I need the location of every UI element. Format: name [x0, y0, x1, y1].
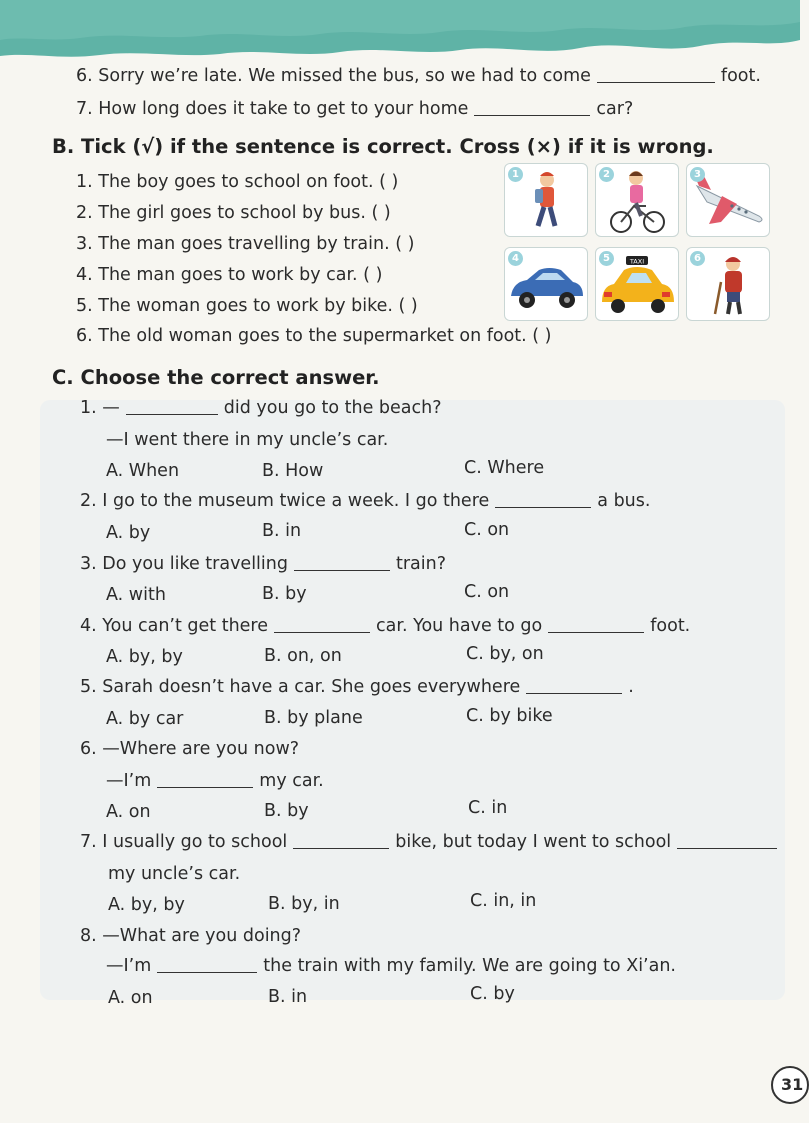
- b-item-6: 6. The old woman goes to the supermarket on foot. ( ): [76, 326, 552, 346]
- answer-blank[interactable]: [495, 491, 591, 508]
- c-question-3: 3. Do you like travelling train?: [80, 554, 447, 574]
- c-q5-option-b[interactable]: B. by plane: [264, 708, 363, 728]
- c-q8-option-c[interactable]: C. by: [470, 984, 515, 1004]
- c-q8-option-a[interactable]: A. on: [108, 988, 153, 1008]
- section-c-heading: C. Choose the correct answer.: [52, 366, 380, 389]
- answer-blank[interactable]: [157, 771, 253, 788]
- c-q4-option-a[interactable]: A. by, by: [106, 647, 183, 667]
- c-q7-option-c[interactable]: C. in, in: [470, 891, 537, 911]
- c-q2-option-b[interactable]: B. in: [262, 521, 302, 541]
- svg-text:TAXI: TAXI: [629, 257, 645, 266]
- answer-blank[interactable]: [597, 66, 715, 83]
- c-q2-option-a[interactable]: A. by: [106, 523, 151, 543]
- answer-blank[interactable]: [548, 616, 644, 633]
- c-q2-option-c[interactable]: C. on: [464, 520, 510, 540]
- c-q3-option-b[interactable]: B. by: [262, 584, 307, 604]
- c-question-7: 7. I usually go to school bike, but today I went to school: [80, 831, 783, 853]
- answer-blank[interactable]: [677, 832, 777, 849]
- answer-blank[interactable]: [293, 832, 389, 849]
- b-item-5: 5. The woman goes to work by bike. ( ): [76, 296, 418, 316]
- picture-2: 2: [595, 163, 679, 237]
- c-question-1: 1. — did you go to the beach?: [80, 398, 442, 418]
- answer-blank[interactable]: [126, 398, 218, 415]
- c-q6-option-b[interactable]: B. by: [264, 801, 309, 821]
- c-question-6: 6. —Where are you now?: [80, 739, 300, 759]
- c-question-8: 8. —What are you doing?: [80, 926, 302, 946]
- c-q1-option-b[interactable]: B. How: [262, 461, 324, 481]
- c-question-4: 4. You can’t get there car. You have to go foot.: [80, 616, 691, 636]
- answer-blank[interactable]: [294, 554, 390, 571]
- c-q7-option-b[interactable]: B. by, in: [268, 894, 340, 914]
- header-banner: [0, 0, 800, 70]
- answer-blank[interactable]: [157, 956, 257, 973]
- c-question-8-reply: —I’m the train with my family. We are going to Xi’an.: [106, 956, 676, 976]
- answer-blank[interactable]: [274, 616, 370, 633]
- c-question-6-reply: —I’m my car.: [106, 771, 324, 791]
- answer-blank[interactable]: [526, 677, 622, 694]
- c-q4-option-b[interactable]: B. on, on: [264, 646, 342, 666]
- b-item-3: 3. The man goes travelling by train. ( ): [76, 234, 415, 254]
- c-q6-option-c[interactable]: C. in: [468, 798, 508, 818]
- picture-5: TAXI 5: [595, 247, 679, 321]
- c-q7-option-a[interactable]: A. by, by: [108, 895, 185, 915]
- picture-3: 3: [686, 163, 770, 237]
- picture-4: 4: [504, 247, 588, 321]
- a-question-6: 6. Sorry we’re late. We missed the bus, so we had to come foot.: [76, 66, 761, 86]
- section-b-heading: B. Tick (√) if the sentence is correct. Cross (×) if it is wrong.: [52, 135, 714, 158]
- c-q4-option-c[interactable]: C. by, on: [466, 644, 544, 664]
- c-q1-option-c[interactable]: C. Where: [464, 458, 545, 478]
- b-item-4: 4. The man goes to work by car. ( ): [76, 265, 383, 285]
- c-q8-option-b[interactable]: B. in: [268, 987, 308, 1007]
- c-q3-option-c[interactable]: C. on: [464, 582, 510, 602]
- c-question-2: 2. I go to the museum twice a week. I go there a bus.: [80, 491, 651, 511]
- c-q5-option-c[interactable]: C. by bike: [466, 706, 553, 726]
- a-question-7: 7. How long does it take to get to your home car?: [76, 99, 634, 119]
- picture-1: 1: [504, 163, 588, 237]
- c-q1-option-a[interactable]: A. When: [106, 461, 180, 481]
- c-question-5: 5. Sarah doesn’t have a car. She goes everywhere .: [80, 677, 634, 697]
- c-q5-option-a[interactable]: A. by car: [106, 709, 184, 729]
- page-number: 31: [771, 1066, 809, 1104]
- b-item-2: 2. The girl goes to school by bus. ( ): [76, 203, 391, 223]
- c-question-1-reply: —I went there in my uncle’s car.: [106, 430, 389, 450]
- c-q6-option-a[interactable]: A. on: [106, 802, 151, 822]
- picture-6: 6: [686, 247, 770, 321]
- c-question-7-line-2: my uncle’s car.: [108, 864, 241, 884]
- b-item-1: 1. The boy goes to school on foot. ( ): [76, 172, 399, 192]
- answer-blank[interactable]: [474, 99, 590, 116]
- c-q3-option-a[interactable]: A. with: [106, 585, 166, 605]
